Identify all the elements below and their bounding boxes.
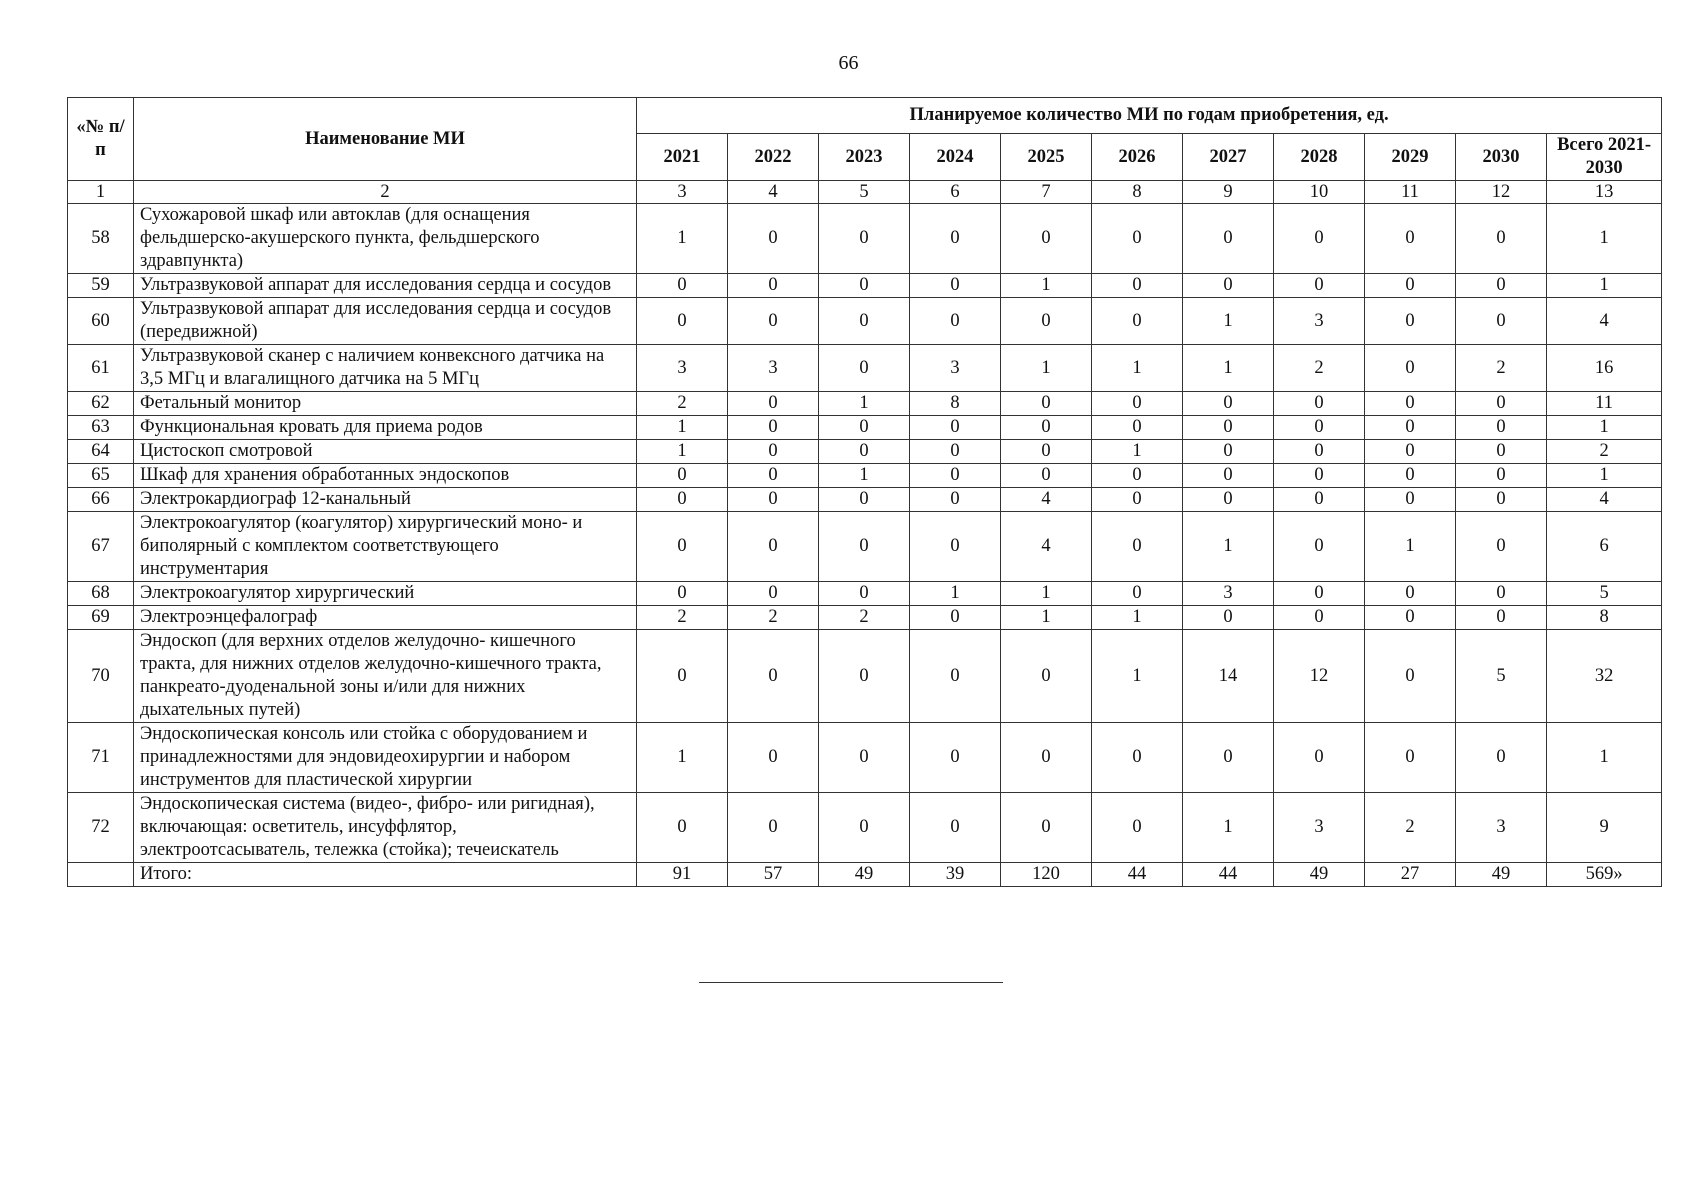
row-value: 0: [1365, 630, 1456, 723]
row-value: 3: [637, 345, 728, 392]
row-value: 4: [1547, 488, 1662, 512]
row-value: 0: [910, 204, 1001, 274]
row-value: 0: [819, 512, 910, 582]
total-value: 91: [637, 863, 728, 887]
row-value: 2: [728, 606, 819, 630]
row-value: 0: [1001, 793, 1092, 863]
row-value: 0: [1092, 488, 1183, 512]
row-value: 0: [1183, 274, 1274, 298]
row-value: 0: [1274, 464, 1365, 488]
row-value: 1: [1365, 512, 1456, 582]
row-value: 9: [1547, 793, 1662, 863]
row-value: 0: [1001, 723, 1092, 793]
row-value: 8: [910, 392, 1001, 416]
header-num: «№ п/п: [68, 98, 134, 181]
row-value: 0: [637, 298, 728, 345]
row-value: 0: [1456, 204, 1547, 274]
row-value: 0: [1092, 582, 1183, 606]
row-number: 72: [68, 793, 134, 863]
row-value: 0: [1456, 440, 1547, 464]
row-value: 1: [637, 204, 728, 274]
total-value: 27: [1365, 863, 1456, 887]
row-value: 12: [1274, 630, 1365, 723]
row-value: 0: [819, 488, 910, 512]
row-number: 63: [68, 416, 134, 440]
total-value: 57: [728, 863, 819, 887]
row-name: Эндоскоп (для верхних отделов желудочно- кишечного тракта, для нижних отделов желудочно-кишечного тракта, панкреато-дуоденальной зоны и/или для нижних дыхательных путей): [134, 630, 637, 723]
row-value: 0: [1274, 204, 1365, 274]
header-year: 2028: [1274, 134, 1365, 181]
row-value: 1: [1092, 345, 1183, 392]
row-value: 0: [1274, 606, 1365, 630]
row-number: 69: [68, 606, 134, 630]
row-name: Эндоскопическая система (видео-, фибро- или ригидная), включающая: осветитель, инсуффлятор, электроотсасыватель, тележка (стойка); течеискатель: [134, 793, 637, 863]
row-value: 0: [1183, 606, 1274, 630]
row-value: 0: [910, 630, 1001, 723]
row-value: 0: [728, 440, 819, 464]
table-row: [68, 345, 1662, 392]
row-value: 0: [819, 793, 910, 863]
row-value: 0: [1183, 464, 1274, 488]
row-value: 2: [1365, 793, 1456, 863]
row-value: 1: [1001, 582, 1092, 606]
row-name: Ультразвуковой аппарат для исследования сердца и сосудов: [134, 274, 637, 298]
row-value: 0: [1365, 464, 1456, 488]
row-value: 0: [728, 512, 819, 582]
row-name: Фетальный монитор: [134, 392, 637, 416]
row-value: 2: [1274, 345, 1365, 392]
row-number: 68: [68, 582, 134, 606]
row-value: 32: [1547, 630, 1662, 723]
table-row: [68, 606, 1662, 630]
row-value: 0: [1456, 512, 1547, 582]
row-value: 0: [728, 582, 819, 606]
row-value: 0: [728, 274, 819, 298]
row-name: Электрокоагулятор хирургический: [134, 582, 637, 606]
row-value: 0: [1274, 416, 1365, 440]
row-number: 67: [68, 512, 134, 582]
row-value: 4: [1001, 488, 1092, 512]
row-value: 1: [819, 392, 910, 416]
table-row: [68, 488, 1662, 512]
header-year: 2022: [728, 134, 819, 181]
row-name: Электроэнцефалограф: [134, 606, 637, 630]
row-value: 0: [819, 274, 910, 298]
total-number: [68, 863, 134, 887]
row-value: 0: [819, 440, 910, 464]
row-value: 0: [1456, 416, 1547, 440]
row-value: 1: [637, 440, 728, 464]
footer-divider: [699, 982, 1003, 983]
row-value: 0: [910, 606, 1001, 630]
row-value: 0: [1456, 488, 1547, 512]
row-value: 1: [819, 464, 910, 488]
row-name: Сухожаровой шкаф или автоклав (для оснащения фельдшерско-акушерского пункта, фельдшерского здравпункта): [134, 204, 637, 274]
row-value: 0: [1365, 274, 1456, 298]
table-row: [68, 630, 1662, 723]
row-value: 3: [728, 345, 819, 392]
total-row: [68, 863, 1662, 887]
row-name: Функциональная кровать для приема родов: [134, 416, 637, 440]
table-body: [68, 181, 1662, 887]
row-value: 1: [1183, 298, 1274, 345]
row-value: 0: [1001, 464, 1092, 488]
table-row: [68, 582, 1662, 606]
row-value: 2: [1456, 345, 1547, 392]
row-value: 1: [1547, 416, 1662, 440]
header-total: Всего 2021-2030: [1547, 134, 1662, 181]
row-value: 5: [1547, 582, 1662, 606]
row-value: 1: [1092, 606, 1183, 630]
row-value: 0: [1365, 723, 1456, 793]
row-name: Цистоскоп смотровой: [134, 440, 637, 464]
row-value: 0: [1365, 488, 1456, 512]
header-year: 2027: [1183, 134, 1274, 181]
row-value: 0: [910, 488, 1001, 512]
row-value: 1: [1183, 512, 1274, 582]
row-name: Ультразвуковой сканер с наличием конвексного датчика на 3,5 МГц и влагалищного датчика на 5 МГц: [134, 345, 637, 392]
row-value: 0: [1365, 582, 1456, 606]
column-index: 4: [728, 181, 819, 204]
total-value: 49: [1456, 863, 1547, 887]
row-value: 1: [1001, 345, 1092, 392]
total-value: 49: [819, 863, 910, 887]
row-value: 3: [1183, 582, 1274, 606]
row-value: 0: [1365, 392, 1456, 416]
column-index: 7: [1001, 181, 1092, 204]
row-value: 0: [1001, 630, 1092, 723]
row-value: 0: [1183, 440, 1274, 464]
header-year: 2021: [637, 134, 728, 181]
row-value: 0: [1001, 416, 1092, 440]
row-value: 2: [819, 606, 910, 630]
row-value: 0: [1456, 392, 1547, 416]
table-row: [68, 512, 1662, 582]
row-name: Ультразвуковой аппарат для исследования сердца и сосудов (передвижной): [134, 298, 637, 345]
row-value: 0: [728, 488, 819, 512]
page-number: 66: [838, 52, 859, 74]
total-value: 120: [1001, 863, 1092, 887]
row-value: 0: [728, 723, 819, 793]
table-header: [68, 98, 1662, 181]
row-value: 6: [1547, 512, 1662, 582]
header-year: 2024: [910, 134, 1001, 181]
row-value: 0: [1456, 464, 1547, 488]
row-value: 0: [1274, 512, 1365, 582]
row-value: 3: [910, 345, 1001, 392]
column-index: 13: [1547, 181, 1662, 204]
header-year: 2029: [1365, 134, 1456, 181]
row-value: 1: [1547, 274, 1662, 298]
row-value: 0: [1092, 392, 1183, 416]
row-value: 0: [819, 204, 910, 274]
row-value: 0: [1092, 274, 1183, 298]
row-value: 0: [1456, 606, 1547, 630]
row-value: 0: [1456, 723, 1547, 793]
header-year: 2023: [819, 134, 910, 181]
row-number: 62: [68, 392, 134, 416]
column-index: 9: [1183, 181, 1274, 204]
row-number: 60: [68, 298, 134, 345]
row-value: 0: [910, 440, 1001, 464]
table-row: [68, 204, 1662, 274]
row-value: 16: [1547, 345, 1662, 392]
row-value: 0: [1365, 204, 1456, 274]
header-name: Наименование МИ: [134, 98, 637, 181]
row-value: 0: [637, 464, 728, 488]
header-year: 2026: [1092, 134, 1183, 181]
row-value: 0: [728, 204, 819, 274]
row-value: 11: [1547, 392, 1662, 416]
row-value: 0: [1001, 440, 1092, 464]
row-value: 0: [1183, 416, 1274, 440]
row-value: 0: [910, 416, 1001, 440]
row-value: 0: [1183, 392, 1274, 416]
row-value: 0: [1365, 298, 1456, 345]
row-value: 0: [1274, 582, 1365, 606]
table-row: [68, 440, 1662, 464]
row-value: 0: [1274, 392, 1365, 416]
header-year: 2030: [1456, 134, 1547, 181]
row-value: 1: [637, 723, 728, 793]
row-value: 0: [1274, 274, 1365, 298]
row-number: 66: [68, 488, 134, 512]
row-value: 0: [1183, 204, 1274, 274]
row-value: 1: [910, 582, 1001, 606]
row-value: 0: [1365, 416, 1456, 440]
row-value: 3: [1274, 298, 1365, 345]
medical-equipment-table: [67, 97, 1662, 887]
row-value: 14: [1183, 630, 1274, 723]
row-number: 65: [68, 464, 134, 488]
row-value: 1: [1183, 793, 1274, 863]
row-value: 0: [637, 274, 728, 298]
row-value: 0: [819, 630, 910, 723]
row-value: 0: [1092, 464, 1183, 488]
row-value: 0: [728, 630, 819, 723]
row-value: 1: [1001, 606, 1092, 630]
row-value: 0: [910, 298, 1001, 345]
row-value: 0: [819, 345, 910, 392]
row-value: 0: [1456, 582, 1547, 606]
row-value: 0: [1274, 488, 1365, 512]
row-value: 0: [819, 582, 910, 606]
row-value: 0: [1365, 606, 1456, 630]
total-value: 49: [1274, 863, 1365, 887]
row-number: 59: [68, 274, 134, 298]
row-value: 0: [1456, 298, 1547, 345]
row-value: 0: [1092, 793, 1183, 863]
row-number: 70: [68, 630, 134, 723]
row-name: Шкаф для хранения обработанных эндоскопов: [134, 464, 637, 488]
table-row: [68, 392, 1662, 416]
column-index: 2: [134, 181, 637, 204]
column-index: 12: [1456, 181, 1547, 204]
row-number: 58: [68, 204, 134, 274]
row-value: 0: [1001, 298, 1092, 345]
row-value: 1: [1547, 723, 1662, 793]
row-value: 0: [910, 512, 1001, 582]
row-number: 71: [68, 723, 134, 793]
row-value: 0: [1001, 392, 1092, 416]
row-value: 0: [728, 416, 819, 440]
row-value: 0: [1092, 723, 1183, 793]
header-year: 2025: [1001, 134, 1092, 181]
row-value: 0: [1092, 512, 1183, 582]
total-value: 569»: [1547, 863, 1662, 887]
total-label: Итого:: [134, 863, 637, 887]
row-value: 2: [637, 606, 728, 630]
row-value: 1: [1547, 464, 1662, 488]
row-name: Эндоскопическая консоль или стойка с оборудованием и принадлежностями для эндовидеохирургии и набором инструментов для пластической хирургии: [134, 723, 637, 793]
row-value: 0: [637, 793, 728, 863]
column-index: 3: [637, 181, 728, 204]
row-value: 0: [1274, 723, 1365, 793]
row-value: 0: [1274, 440, 1365, 464]
table-row: [68, 274, 1662, 298]
total-value: 44: [1183, 863, 1274, 887]
row-value: 0: [1092, 298, 1183, 345]
row-value: 0: [819, 298, 910, 345]
row-value: 0: [819, 416, 910, 440]
total-value: 44: [1092, 863, 1183, 887]
total-value: 39: [910, 863, 1001, 887]
column-index: 8: [1092, 181, 1183, 204]
row-value: 4: [1547, 298, 1662, 345]
row-name: Электрокардиограф 12-канальный: [134, 488, 637, 512]
header-planned: Планируемое количество МИ по годам приобретения, ед.: [637, 98, 1662, 134]
row-value: 0: [1365, 440, 1456, 464]
table-row: [68, 464, 1662, 488]
row-value: 3: [1456, 793, 1547, 863]
row-value: 0: [1092, 416, 1183, 440]
row-value: 1: [1092, 440, 1183, 464]
column-index: 6: [910, 181, 1001, 204]
row-value: 0: [910, 723, 1001, 793]
row-value: 0: [910, 793, 1001, 863]
row-value: 0: [728, 392, 819, 416]
row-value: 0: [728, 298, 819, 345]
row-value: 0: [819, 723, 910, 793]
row-value: 0: [637, 582, 728, 606]
row-value: 0: [910, 274, 1001, 298]
row-name: Электрокоагулятор (коагулятор) хирургический моно- и биполярный с комплектом соответствующего инструментария: [134, 512, 637, 582]
row-value: 1: [1547, 204, 1662, 274]
row-value: 2: [637, 392, 728, 416]
row-value: 1: [1183, 345, 1274, 392]
row-value: 4: [1001, 512, 1092, 582]
table-row: [68, 298, 1662, 345]
row-value: 2: [1547, 440, 1662, 464]
row-value: 8: [1547, 606, 1662, 630]
row-value: 0: [1456, 274, 1547, 298]
column-index-row: [68, 181, 1662, 204]
row-value: 0: [728, 793, 819, 863]
row-value: 0: [1365, 345, 1456, 392]
row-value: 0: [637, 488, 728, 512]
row-value: 0: [1001, 204, 1092, 274]
row-number: 61: [68, 345, 134, 392]
table-row: [68, 723, 1662, 793]
row-value: 1: [1092, 630, 1183, 723]
row-value: 1: [1001, 274, 1092, 298]
row-value: 5: [1456, 630, 1547, 723]
column-index: 11: [1365, 181, 1456, 204]
row-value: 0: [1092, 204, 1183, 274]
row-value: 0: [910, 464, 1001, 488]
row-value: 1: [637, 416, 728, 440]
table-row: [68, 793, 1662, 863]
row-value: 0: [637, 630, 728, 723]
row-value: 3: [1274, 793, 1365, 863]
table-row: [68, 416, 1662, 440]
row-value: 0: [1183, 723, 1274, 793]
column-index: 10: [1274, 181, 1365, 204]
column-index: 5: [819, 181, 910, 204]
row-number: 64: [68, 440, 134, 464]
row-value: 0: [728, 464, 819, 488]
row-value: 0: [637, 512, 728, 582]
row-value: 0: [1183, 488, 1274, 512]
column-index: 1: [68, 181, 134, 204]
